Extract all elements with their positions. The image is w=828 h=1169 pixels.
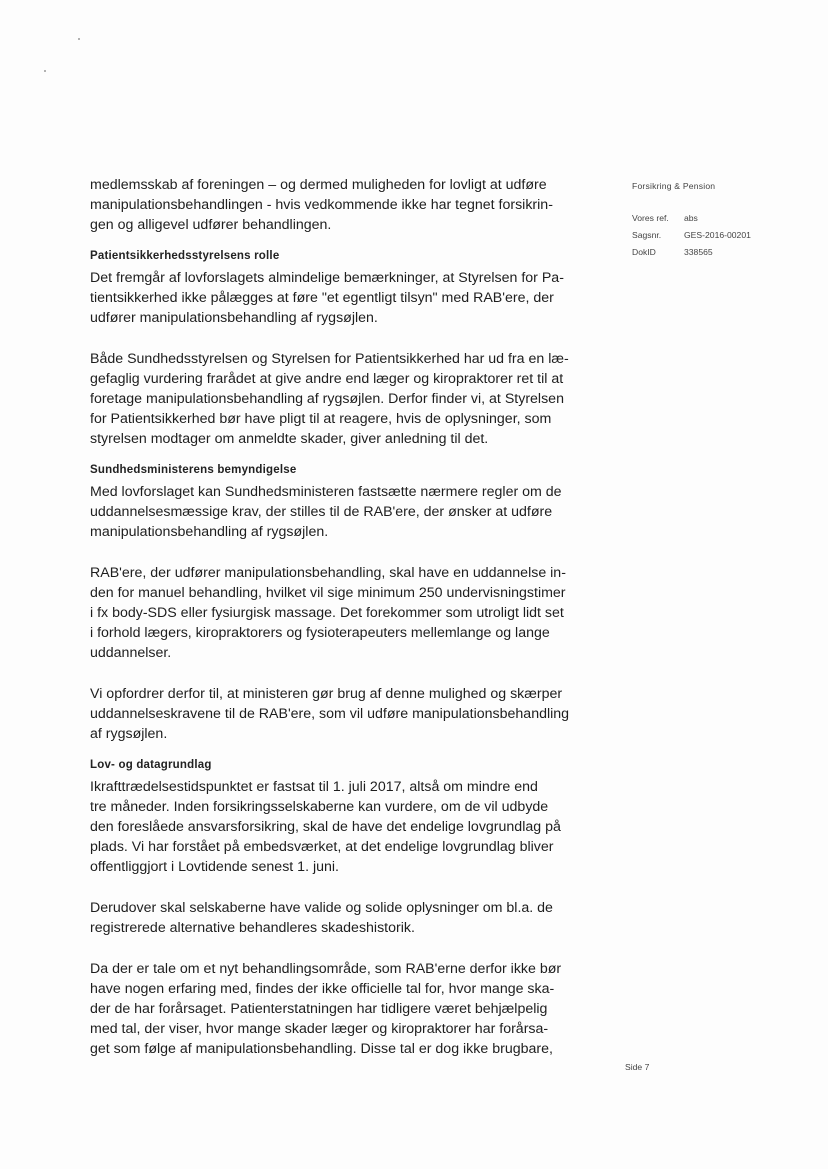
- section-heading-lovgrundlag: Lov- og datagrundlag: [90, 759, 212, 771]
- text-line: plads. Vi har forstået på embedsværket, at det endelige lovgrundlag bliver: [90, 839, 554, 855]
- text-line: tientsikkerhed ikke pålægges at føre "et egentligt tilsyn" med RAB'ere, der: [90, 290, 554, 306]
- text-line: tre måneder. Inden forsikringsselskaberne kan vurdere, om de vil udbyde: [90, 799, 549, 815]
- text-line: uddannelsesmæssige krav, der stilles til de RAB'ere, der ønsker at udføre: [90, 504, 553, 520]
- meta-label: Vores ref.: [632, 213, 669, 223]
- text-line: have nogen erfaring med, findes der ikke officielle tal for, hvor mange ska-: [90, 981, 555, 997]
- text-line: den for manuel behandling, hvilket vil sige minimum 250 undervisningstimer: [90, 585, 566, 601]
- text-line: der de har forårsaget. Patienterstatningen har tidligere været behjælpelig: [90, 1001, 548, 1017]
- scan-speck: [78, 38, 80, 40]
- paragraph-1: [90, 268, 590, 328]
- paragraph-4: [90, 563, 590, 663]
- scan-speck: [44, 70, 46, 72]
- text-line: offentliggjort i Lovtidende senest 1. juni.: [90, 859, 339, 875]
- text-line: Ikrafttrædelsestidspunktet er fastsat til 1. juli 2017, altså om mindre end: [90, 779, 538, 795]
- text-line: registrerede alternative behandleres skadeshistorik.: [90, 920, 415, 936]
- text-line: for Patientsikkerhed bør have pligt til at reagere, hvis de oplysninger, som: [90, 411, 552, 427]
- text-line: foretage manipulationsbehandling af rygsøjlen. Derfor finder vi, at Styrelsen: [90, 391, 564, 407]
- meta-label: DokID: [632, 247, 656, 257]
- text-line: manipulationsbehandling af rygsøjlen.: [90, 524, 329, 540]
- page-number: Side 7: [625, 1062, 650, 1072]
- text-line: Det fremgår af lovforslagets almindelige bemærkninger, at Styrelsen for Pa-: [90, 270, 564, 286]
- meta-row-ref: [632, 210, 812, 227]
- paragraph-3: [90, 482, 590, 542]
- text-line: gen og alligevel udfører behandlingen.: [90, 217, 332, 233]
- text-line: med tal, der viser, hvor mange skader læger og kiropraktorer har forårsa-: [90, 1021, 549, 1037]
- paragraph-2: [90, 349, 590, 449]
- meta-value: abs: [684, 213, 698, 223]
- section-heading-sundhedsminister: Sundhedsministerens bemyndigelse: [90, 464, 297, 476]
- text-line: medlemsskab af foreningen – og dermed muligheden for lovligt at udføre: [90, 177, 547, 193]
- text-line: styrelsen modtager om anmeldte skader, giver anledning til det.: [90, 431, 489, 447]
- text-line: Derudover skal selskaberne have valide og solide oplysninger om bl.a. de: [90, 900, 553, 916]
- text-line: i forhold lægers, kiropraktorers og fysioterapeuters mellemlange og lange: [90, 625, 550, 641]
- meta-row-case-number: [632, 227, 812, 244]
- text-line: get som følge af manipulationsbehandling. Disse tal er dog ikke brugbare,: [90, 1041, 553, 1057]
- text-line: Vi opfordrer derfor til, at ministeren gør brug af denne mulighed og skærper: [90, 686, 563, 702]
- paragraph-6: [90, 777, 590, 877]
- text-line: Da der er tale om et nyt behandlingsområde, som RAB'erne derfor ikke bør: [90, 961, 562, 977]
- section-heading-patientsikkerhed: Patientsikkerhedsstyrelsens rolle: [90, 250, 280, 262]
- text-line: manipulationsbehandlingen - hvis vedkommende ikke har tegnet forsikrin-: [90, 197, 553, 213]
- paragraph-5: [90, 684, 590, 744]
- meta-row-doc-id: [632, 244, 812, 261]
- document-body: [90, 175, 590, 1080]
- text-line: af rygsøjlen.: [90, 726, 168, 742]
- text-line: i fx body-SDS eller fysiurgisk massage. Det forekommer som utroligt lidt set: [90, 605, 564, 621]
- text-line: udfører manipulationsbehandling af rygsøjlen.: [90, 310, 378, 326]
- document-metadata: [632, 181, 812, 261]
- text-line: RAB'ere, der udfører manipulationsbehandling, skal have en uddannelse in-: [90, 565, 566, 581]
- company-name: Forsikring & Pension: [632, 181, 716, 191]
- meta-label: Sagsnr.: [632, 230, 662, 240]
- meta-value: 338565: [684, 247, 713, 257]
- paragraph-intro: [90, 175, 590, 235]
- text-line: uddannelser.: [90, 645, 172, 661]
- paragraph-8: [90, 959, 590, 1059]
- meta-value: GES-2016-00201: [684, 230, 751, 240]
- text-line: uddannelseskravene til de RAB'ere, som vil udføre manipulationsbehandling: [90, 706, 570, 722]
- text-line: den foreslåede ansvarsforsikring, skal de have det endelige lovgrundlag på: [90, 819, 561, 835]
- text-line: Med lovforslaget kan Sundhedsministeren fastsætte nærmere regler om de: [90, 484, 562, 500]
- text-line: Både Sundhedsstyrelsen og Styrelsen for Patientsikkerhed har ud fra en læ-: [90, 351, 569, 367]
- text-line: gefaglig vurdering frarådet at give andre end læger og kiropraktorer ret til at: [90, 371, 564, 387]
- paragraph-7: [90, 898, 590, 938]
